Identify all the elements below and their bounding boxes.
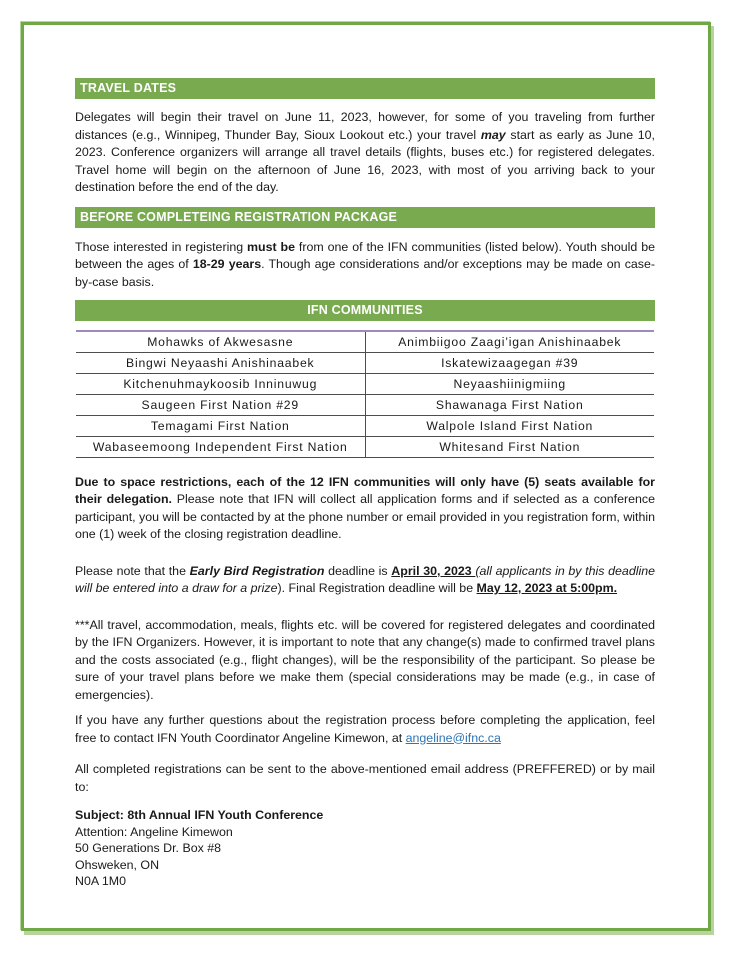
communities-table-row [76, 352, 654, 373]
text-run: May 12, 2023 at 5:00pm. [476, 581, 618, 595]
community-cell: Kitchenuhmaykoosib Inninuwug [76, 373, 365, 394]
text-run: Due to space restrictions, each of the 12 IFN communities will only have (5) seats available for their delegation. [75, 474, 655, 506]
paragraph-space-restrictions [75, 474, 655, 544]
text-run: Delegates will begin their travel on June 11, 2023, however, for some of you traveling from further distances (e.g., Winnipeg, Thunder Bay, Sioux Lookout etc.) your travel [75, 110, 655, 142]
text-run: N0A 1M0 [75, 874, 126, 888]
address-street-line [75, 840, 655, 857]
community-cell: Whitesand First Nation [365, 436, 654, 457]
text-run: Ohsweken, ON [75, 857, 160, 872]
communities-table-row [76, 394, 654, 415]
section-header-ifn-communities-label: IFN COMMUNITIES [307, 303, 423, 317]
paragraph-registration-requirements [75, 239, 655, 292]
text-run: ). Final Registration deadline will be [277, 581, 477, 595]
text-run: must be [247, 239, 296, 254]
paragraph-travel-coverage [75, 617, 655, 705]
section-header-travel-dates-label: TRAVEL DATES [80, 81, 177, 95]
section-header-before-completing [75, 207, 655, 228]
text-run: If you have any further questions about the registration process before completing the application, feel free to contact IFN Youth Coordinator Angeline Kimewon, at [75, 713, 655, 745]
text-run: All completed registrations can be sent to the above-mentioned email address (PREFFERED) or by mail to: [75, 762, 655, 794]
text-run: Please note that IFN will collect all application forms and if selected as a conference participant, you will be contacted by at the phone number or email provided in you registration form, within one (1) week of the closing registration deadline. [75, 492, 655, 541]
text-run: 18-29 years [192, 257, 262, 271]
community-cell: Neyaashiinigmiing [365, 373, 654, 394]
address-subject-line [75, 807, 655, 824]
text-run: Early Bird Registration [189, 563, 325, 578]
text-run: deadline is [324, 563, 392, 578]
text-run: April 30, 2023 [391, 563, 476, 578]
community-cell: Animbiigoo Zaagi’igan Anishinaabek [365, 331, 654, 352]
text-run: Attention: Angeline Kimewon [75, 824, 233, 839]
paragraph-questions-contact [75, 712, 655, 747]
text-run: Those interested in registering [75, 239, 248, 254]
section-header-before-completing-label: BEFORE COMPLETEING REGISTRATION PACKAGE [80, 209, 398, 224]
section-header-travel-dates [75, 78, 655, 99]
text-run: start as early as June 10, 2023. Conference organizers will arrange all travel details (flights, buses etc.) for registered delegates. Travel home will begin on the afternoon of June 16, 2023, with most of you arriving back to your destination before the end of the day. [75, 127, 655, 194]
text-run: ***All travel, accommodation, meals, flights etc. will be covered for registered delegates and coordinated by the IFN Organizers. However, it is important to note that any change(s) made to confirmed travel plans and the costs associated (e.g., flight changes), will be the responsibility of the participant. So please be sure of your travel plans before we make them (special considerations may be made (e.g., in case of emergencies). [75, 617, 655, 702]
community-cell: Iskatewizaagegan #39 [365, 352, 654, 373]
email-link[interactable]: angeline@ifnc.ca [405, 730, 501, 745]
text-run: Please note that the [75, 563, 190, 578]
community-cell: Mohawks of Akwesasne [76, 331, 365, 352]
community-cell: Shawanaga First Nation [365, 394, 654, 415]
community-cell: Saugeen First Nation #29 [76, 394, 365, 415]
text-run: Subject: 8th Annual IFN Youth Conference [75, 808, 324, 822]
communities-table-row [76, 373, 654, 394]
community-cell: Bingwi Neyaashi Anishinaabek [76, 352, 365, 373]
paragraph-deadlines [75, 563, 655, 598]
address-attention-line [75, 824, 655, 841]
paragraph-travel-dates [75, 109, 655, 197]
communities-table-row [76, 331, 654, 352]
address-city-line [75, 857, 655, 874]
community-cell: Walpole Island First Nation [365, 415, 654, 436]
communities-table-row [76, 436, 654, 457]
text-run: from one of the IFN communities (listed below). Youth should be between the ages of [75, 239, 655, 271]
paragraph-send-to [75, 761, 655, 796]
community-cell: Wabaseemoong Independent First Nation [76, 436, 365, 457]
text-run: ( [475, 563, 480, 578]
communities-table [76, 330, 654, 458]
text-run: all applicants in by this deadline will be entered into a draw for a prize [75, 563, 656, 595]
section-header-ifn-communities [75, 300, 655, 321]
document-page [21, 22, 711, 931]
address-postal-line [75, 873, 655, 890]
text-run: may [480, 127, 506, 142]
text-run: . Though age considerations and/or exceptions may be made on case-by-case basis. [75, 257, 655, 289]
communities-table-row [76, 415, 654, 436]
community-cell: Temagami First Nation [76, 415, 365, 436]
text-run: 50 Generations Dr. Box #8 [75, 841, 222, 855]
mailing-address-block [75, 807, 655, 890]
